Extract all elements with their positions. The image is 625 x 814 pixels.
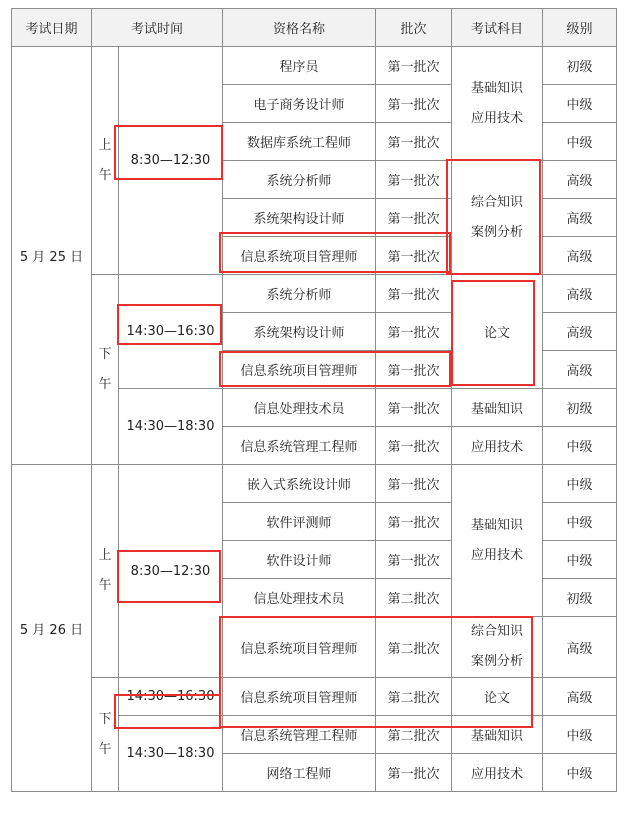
level-cell: 高级 (543, 678, 617, 716)
qualification-cell: 系统分析师 (223, 161, 376, 199)
qualification-cell: 网络工程师 (223, 754, 376, 792)
subject-cell: 综合知识 案例分析 (452, 161, 543, 275)
qualification-cell: 信息系统项目管理师 (223, 237, 376, 275)
qualification-cell: 系统架构设计师 (223, 313, 376, 351)
level-cell: 中级 (543, 503, 617, 541)
time-cell: 14:30—16:30 (119, 275, 223, 389)
period-label: 上 午 (92, 465, 119, 678)
level-cell: 高级 (543, 313, 617, 351)
level-cell: 中级 (543, 754, 617, 792)
qualification-cell: 信息处理技术员 (223, 389, 376, 427)
level-cell: 初级 (543, 579, 617, 617)
header-date: 考试日期 (12, 9, 92, 47)
batch-cell: 第一批次 (376, 351, 452, 389)
batch-cell: 第一批次 (376, 503, 452, 541)
subject-cell: 基础知识 应用技术 (452, 465, 543, 617)
table-row (12, 47, 617, 85)
batch-cell: 第一批次 (376, 389, 452, 427)
header-row (12, 9, 617, 47)
qualification-cell: 系统分析师 (223, 275, 376, 313)
table-row (12, 678, 617, 716)
table-row (12, 275, 617, 313)
qualification-cell: 软件设计师 (223, 541, 376, 579)
header-level: 级别 (543, 9, 617, 47)
qualification-cell: 信息处理技术员 (223, 579, 376, 617)
batch-cell: 第一批次 (376, 85, 452, 123)
batch-cell: 第一批次 (376, 465, 452, 503)
level-cell: 中级 (543, 85, 617, 123)
level-cell: 高级 (543, 161, 617, 199)
batch-cell: 第一批次 (376, 313, 452, 351)
subject-cell: 应用技术 (452, 427, 543, 465)
subject-cell: 论文 (452, 275, 543, 389)
level-cell: 高级 (543, 237, 617, 275)
header-name: 资格名称 (223, 9, 376, 47)
date-cell: 5 月 25 日 (12, 47, 92, 465)
qualification-cell: 电子商务设计师 (223, 85, 376, 123)
batch-cell: 第一批次 (376, 427, 452, 465)
batch-cell: 第一批次 (376, 161, 452, 199)
time-cell: 8:30—12:30 (119, 47, 223, 275)
batch-cell: 第一批次 (376, 123, 452, 161)
header-subject: 考试科目 (452, 9, 543, 47)
subject-cell: 基础知识 (452, 389, 543, 427)
time-cell: 14:30—18:30 (119, 716, 223, 792)
qualification-cell: 软件评测师 (223, 503, 376, 541)
qualification-cell: 信息系统项目管理师 (223, 617, 376, 678)
time-cell: 14:30—16:30 (119, 678, 223, 716)
level-cell: 中级 (543, 541, 617, 579)
period-label: 下 午 (92, 275, 119, 465)
qualification-cell: 嵌入式系统设计师 (223, 465, 376, 503)
level-cell: 高级 (543, 275, 617, 313)
qualification-cell: 系统架构设计师 (223, 199, 376, 237)
batch-cell: 第一批次 (376, 47, 452, 85)
batch-cell: 第一批次 (376, 199, 452, 237)
qualification-cell: 信息系统管理工程师 (223, 716, 376, 754)
level-cell: 初级 (543, 47, 617, 85)
qualification-cell: 程序员 (223, 47, 376, 85)
qualification-cell: 数据库系统工程师 (223, 123, 376, 161)
batch-cell: 第一批次 (376, 541, 452, 579)
level-cell: 高级 (543, 199, 617, 237)
qualification-cell: 信息系统项目管理师 (223, 351, 376, 389)
level-cell: 中级 (543, 716, 617, 754)
batch-cell: 第二批次 (376, 678, 452, 716)
batch-cell: 第二批次 (376, 716, 452, 754)
subject-cell: 综合知识 案例分析 (452, 617, 543, 678)
level-cell: 中级 (543, 123, 617, 161)
level-cell: 高级 (543, 617, 617, 678)
batch-cell: 第一批次 (376, 275, 452, 313)
batch-cell: 第一批次 (376, 237, 452, 275)
exam-schedule-table (11, 8, 617, 792)
subject-cell: 论文 (452, 678, 543, 716)
batch-cell: 第二批次 (376, 579, 452, 617)
time-cell: 14:30—18:30 (119, 389, 223, 465)
level-cell: 中级 (543, 465, 617, 503)
batch-cell: 第一批次 (376, 754, 452, 792)
qualification-cell: 信息系统项目管理师 (223, 678, 376, 716)
level-cell: 中级 (543, 427, 617, 465)
header-batch: 批次 (376, 9, 452, 47)
time-cell: 8:30—12:30 (119, 465, 223, 678)
subject-cell: 应用技术 (452, 754, 543, 792)
table-row (12, 465, 617, 503)
subject-cell: 基础知识 应用技术 (452, 47, 543, 161)
subject-cell: 基础知识 (452, 716, 543, 754)
level-cell: 初级 (543, 389, 617, 427)
qualification-cell: 信息系统管理工程师 (223, 427, 376, 465)
period-label: 上 午 (92, 47, 119, 275)
level-cell: 高级 (543, 351, 617, 389)
header-time: 考试时间 (92, 9, 223, 47)
batch-cell: 第二批次 (376, 617, 452, 678)
period-label: 下 午 (92, 678, 119, 792)
date-cell: 5 月 26 日 (12, 465, 92, 792)
